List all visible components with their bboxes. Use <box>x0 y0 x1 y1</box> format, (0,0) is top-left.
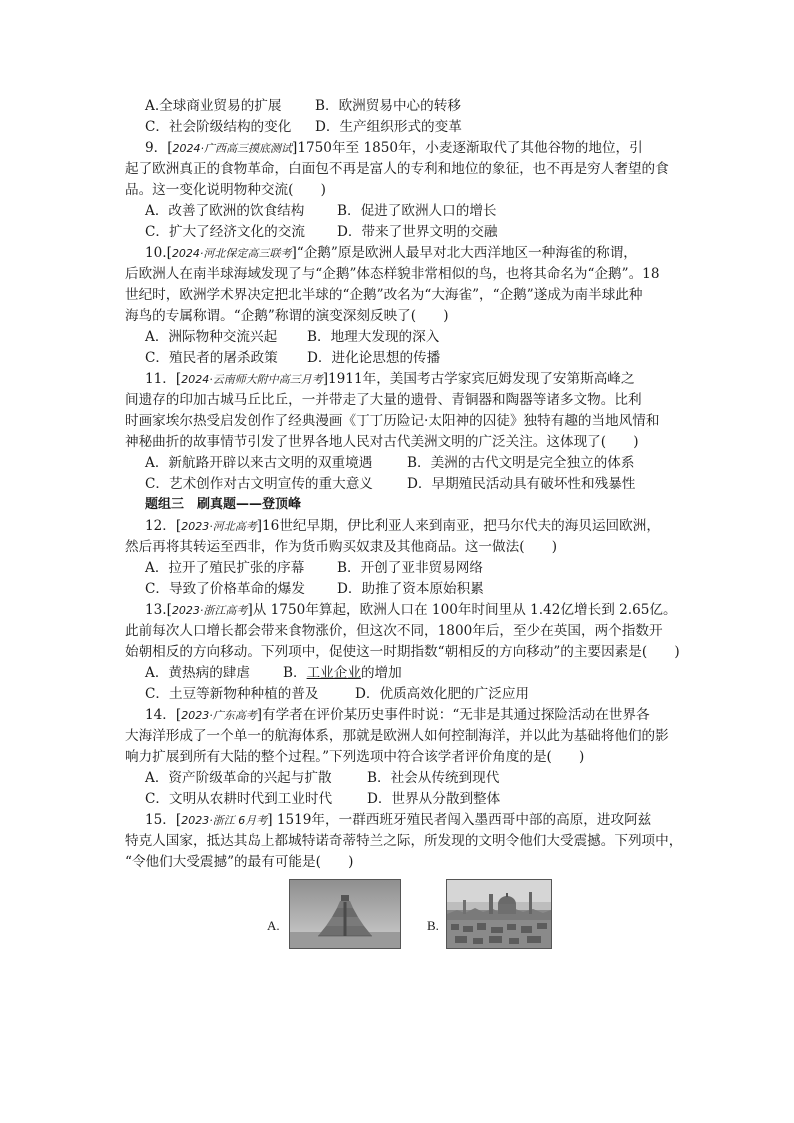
q11-option-b[interactable]: B．美洲的古代文明是完全独立的体系 <box>407 455 635 471</box>
q8-option-a[interactable]: A.全球商业贸易的扩展 <box>145 98 282 114</box>
pyramid-photo <box>290 880 400 948</box>
q13-stem-line1: 13.[2023·浙江高考]从 1750年算起，欧洲人口在 100年时间里从 1.42亿增长到 2.65亿。 <box>145 602 677 618</box>
q12-option-c[interactable]: C．导致了价格革命的爆发 <box>145 581 305 597</box>
q10-stem-line2: 后欧洲人在南半球海域发现了与“企鹅”体态样貌非常相似的鸟，也将其命名为“企鹅”。18 <box>125 266 660 282</box>
q10-options-row1 <box>145 327 439 347</box>
q14-option-d[interactable]: D．世界从分散到整体 <box>367 791 501 807</box>
q14-stem-line1: 14．[2023·广东高考]有学者在评价某历史事件时说：“无非是其通过探险活动在世界各 <box>145 707 650 723</box>
q13-options-row1 <box>145 663 402 683</box>
q11-stem-line4: 神秘曲折的故事情节引发了世界各地人民对古代美洲文明的广泛关注。这体现了( ) <box>125 434 639 450</box>
q9-option-d[interactable]: D．带来了世界文明的交融 <box>337 224 498 240</box>
city-skyline-photo <box>447 880 551 948</box>
q8-options-row1 <box>145 96 461 116</box>
group3-heading: 题组三 刷真题——登顶峰 <box>145 497 302 512</box>
q11-option-d[interactable]: D．早期殖民活动具有破坏性和残暴性 <box>407 476 636 492</box>
q8-option-c[interactable]: C．社会阶级结构的变化 <box>145 119 292 135</box>
q9-stem-line1: 9．[2024·广西高三摸底测试]1750年至 1850年，小麦逐渐取代了其他谷物的地位，引 <box>145 140 643 156</box>
q15-option-a-label[interactable]: A. <box>267 918 280 933</box>
q15-option-a-image[interactable] <box>289 879 401 949</box>
q13-option-c[interactable]: C．土豆等新物种种植的普及 <box>145 686 319 702</box>
q10-option-a[interactable]: A．洲际物种交流兴起 <box>145 329 278 345</box>
q13-option-a[interactable]: A．黄热病的肆虐 <box>145 665 250 681</box>
q13-source: 2023·浙江高考 <box>171 604 248 617</box>
q8-option-b[interactable]: B．欧洲贸易中心的转移 <box>315 98 461 114</box>
q11-source: 2024·云南师大附中高三月考 <box>181 373 323 386</box>
q10-option-c[interactable]: C．殖民者的屠杀政策 <box>145 350 278 366</box>
q9-stem-line2: 起了欧洲真正的食物革命，白面包不再是富人的专利和地位的象征，也不再是穷人奢望的食 <box>125 161 669 177</box>
q9-option-a[interactable]: A．改善了欧洲的饮食结构 <box>145 203 305 219</box>
q10-options-row2 <box>145 348 440 368</box>
q10-option-b[interactable]: B．地理大发现的深入 <box>307 329 440 345</box>
q10-option-d[interactable]: D．进化论思想的传播 <box>307 350 441 366</box>
q12-options-row1 <box>145 558 483 578</box>
q12-source: 2023·河北高考 <box>181 520 257 533</box>
q11-stem-line1: 11．[2024·云南师大附中高三月考]1911年，美国考古学家宾厄姆发现了安第斯高峰之 <box>145 371 635 387</box>
q13-stem-line3: 始朝相反的方向移动。下列项中，促使这一时期指数“朝相反的方向移动”的主要因素是( ) <box>125 644 680 660</box>
q9-stem-line3: 品。这一变化说明物种交流( ) <box>125 182 326 198</box>
q13-stem-line2: 此前每次人口增长都会带来食物涨价，但这次不同，1800年后，至少在英国，两个指数开 <box>125 623 663 639</box>
q11-options-row1 <box>145 453 635 473</box>
q14-stem-line2: 大海洋形成了一个单一的航海体系，那就是欧洲人如何控制海洋，并以此为基础将他们的影 <box>125 728 669 744</box>
q14-option-c[interactable]: C．文明从农耕时代到工业时代 <box>145 791 333 807</box>
q13-options-row2 <box>145 684 529 704</box>
q14-stem-line3: 响力扩展到所有大陆的整个过程。”下列选项中符合该学者评价角度的是( ) <box>125 749 585 765</box>
q9-option-b[interactable]: B．促进了欧洲人口的增长 <box>337 203 497 219</box>
q8-option-d[interactable]: D．生产组织形式的变革 <box>315 119 462 135</box>
q14-option-a[interactable]: A．资产阶级革命的兴起与扩散 <box>145 770 332 786</box>
q14-option-b[interactable]: B．社会从传统到现代 <box>367 770 500 786</box>
q13-option-d[interactable]: D．优质高效化肥的广泛应用 <box>355 686 530 702</box>
q15-stem-line1: 15．[2023·浙江 6月考] 1519年，一群西班牙殖民者闯入墨西哥中部的高原，进攻阿兹 <box>145 812 652 828</box>
q13-option-b[interactable]: B．工业企业的增加 <box>283 665 402 681</box>
q14-source: 2023·广东高考 <box>181 709 257 722</box>
q9-options-row2 <box>145 222 497 242</box>
q15-stem-line2: 特克人国家，抵达其岛上都城特诺奇蒂特兰之际，所发现的文明令他们大受震撼。下列项中， <box>125 833 683 849</box>
q12-stem-line2: 然后再将其转运至西非，作为货币购买奴隶及其他商品。这一做法( ) <box>125 539 558 555</box>
q15-source: 2023·浙江 6月考 <box>181 814 268 827</box>
q12-stem-line1: 12．[2023·河北高考]16世纪早期，伊比利亚人来到南亚，把马尔代夫的海贝运回欧洲， <box>145 518 660 534</box>
q11-stem-line2: 间遗存的印加古城马丘比丘，一并带走了大量的遗骨、青铜器和陶器等诸多文物。比利 <box>125 392 642 408</box>
q12-options-row2 <box>145 579 484 599</box>
q15-stem-line3: “令他们大受震撼”的最有可能是( ) <box>125 854 354 870</box>
q15-option-b-label[interactable]: B. <box>427 918 439 933</box>
q14-options-row2 <box>145 789 500 809</box>
q9-options-row1 <box>145 201 497 221</box>
q11-option-c[interactable]: C．艺术创作对古文明宣传的重大意义 <box>145 476 373 492</box>
q9-source: 2024·广西高三摸底测试 <box>172 142 293 155</box>
q15-option-b-image[interactable] <box>446 879 552 949</box>
q10-stem-line4: 海鸟的专属称谓。“企鹅”称谓的演变深刻反映了( ) <box>125 308 449 324</box>
q9-option-c[interactable]: C．扩大了经济文化的交流 <box>145 224 305 240</box>
q11-stem-line3: 时画家埃尔热受启发创作了经典漫画《丁丁历险记·太阳神的囚徒》独特有趣的当地风情和 <box>125 413 660 429</box>
q12-option-b[interactable]: B．开创了亚非贸易网络 <box>337 560 483 576</box>
q10-source: 2024·河北保定高三联考 <box>171 247 292 260</box>
q11-option-a[interactable]: A．新航路开辟以来古文明的双重境遇 <box>145 455 373 471</box>
q14-options-row1 <box>145 768 499 788</box>
q8-options-row2 <box>145 117 462 137</box>
q10-stem-line3: 世纪时，欧洲学术界决定把北半球的“企鹅”改名为“大海雀”，“企鹅”遂成为南半球此种 <box>125 287 643 303</box>
q10-stem-line1: 10.[2024·河北保定高三联考]“企鹅”原是欧洲人最早对北大西洋地区一种海雀的称谓， <box>145 245 637 261</box>
q11-options-row2 <box>145 474 635 494</box>
q12-option-d[interactable]: D．助推了资本原始积累 <box>337 581 484 597</box>
q12-option-a[interactable]: A．拉开了殖民扩张的序幕 <box>145 560 305 576</box>
